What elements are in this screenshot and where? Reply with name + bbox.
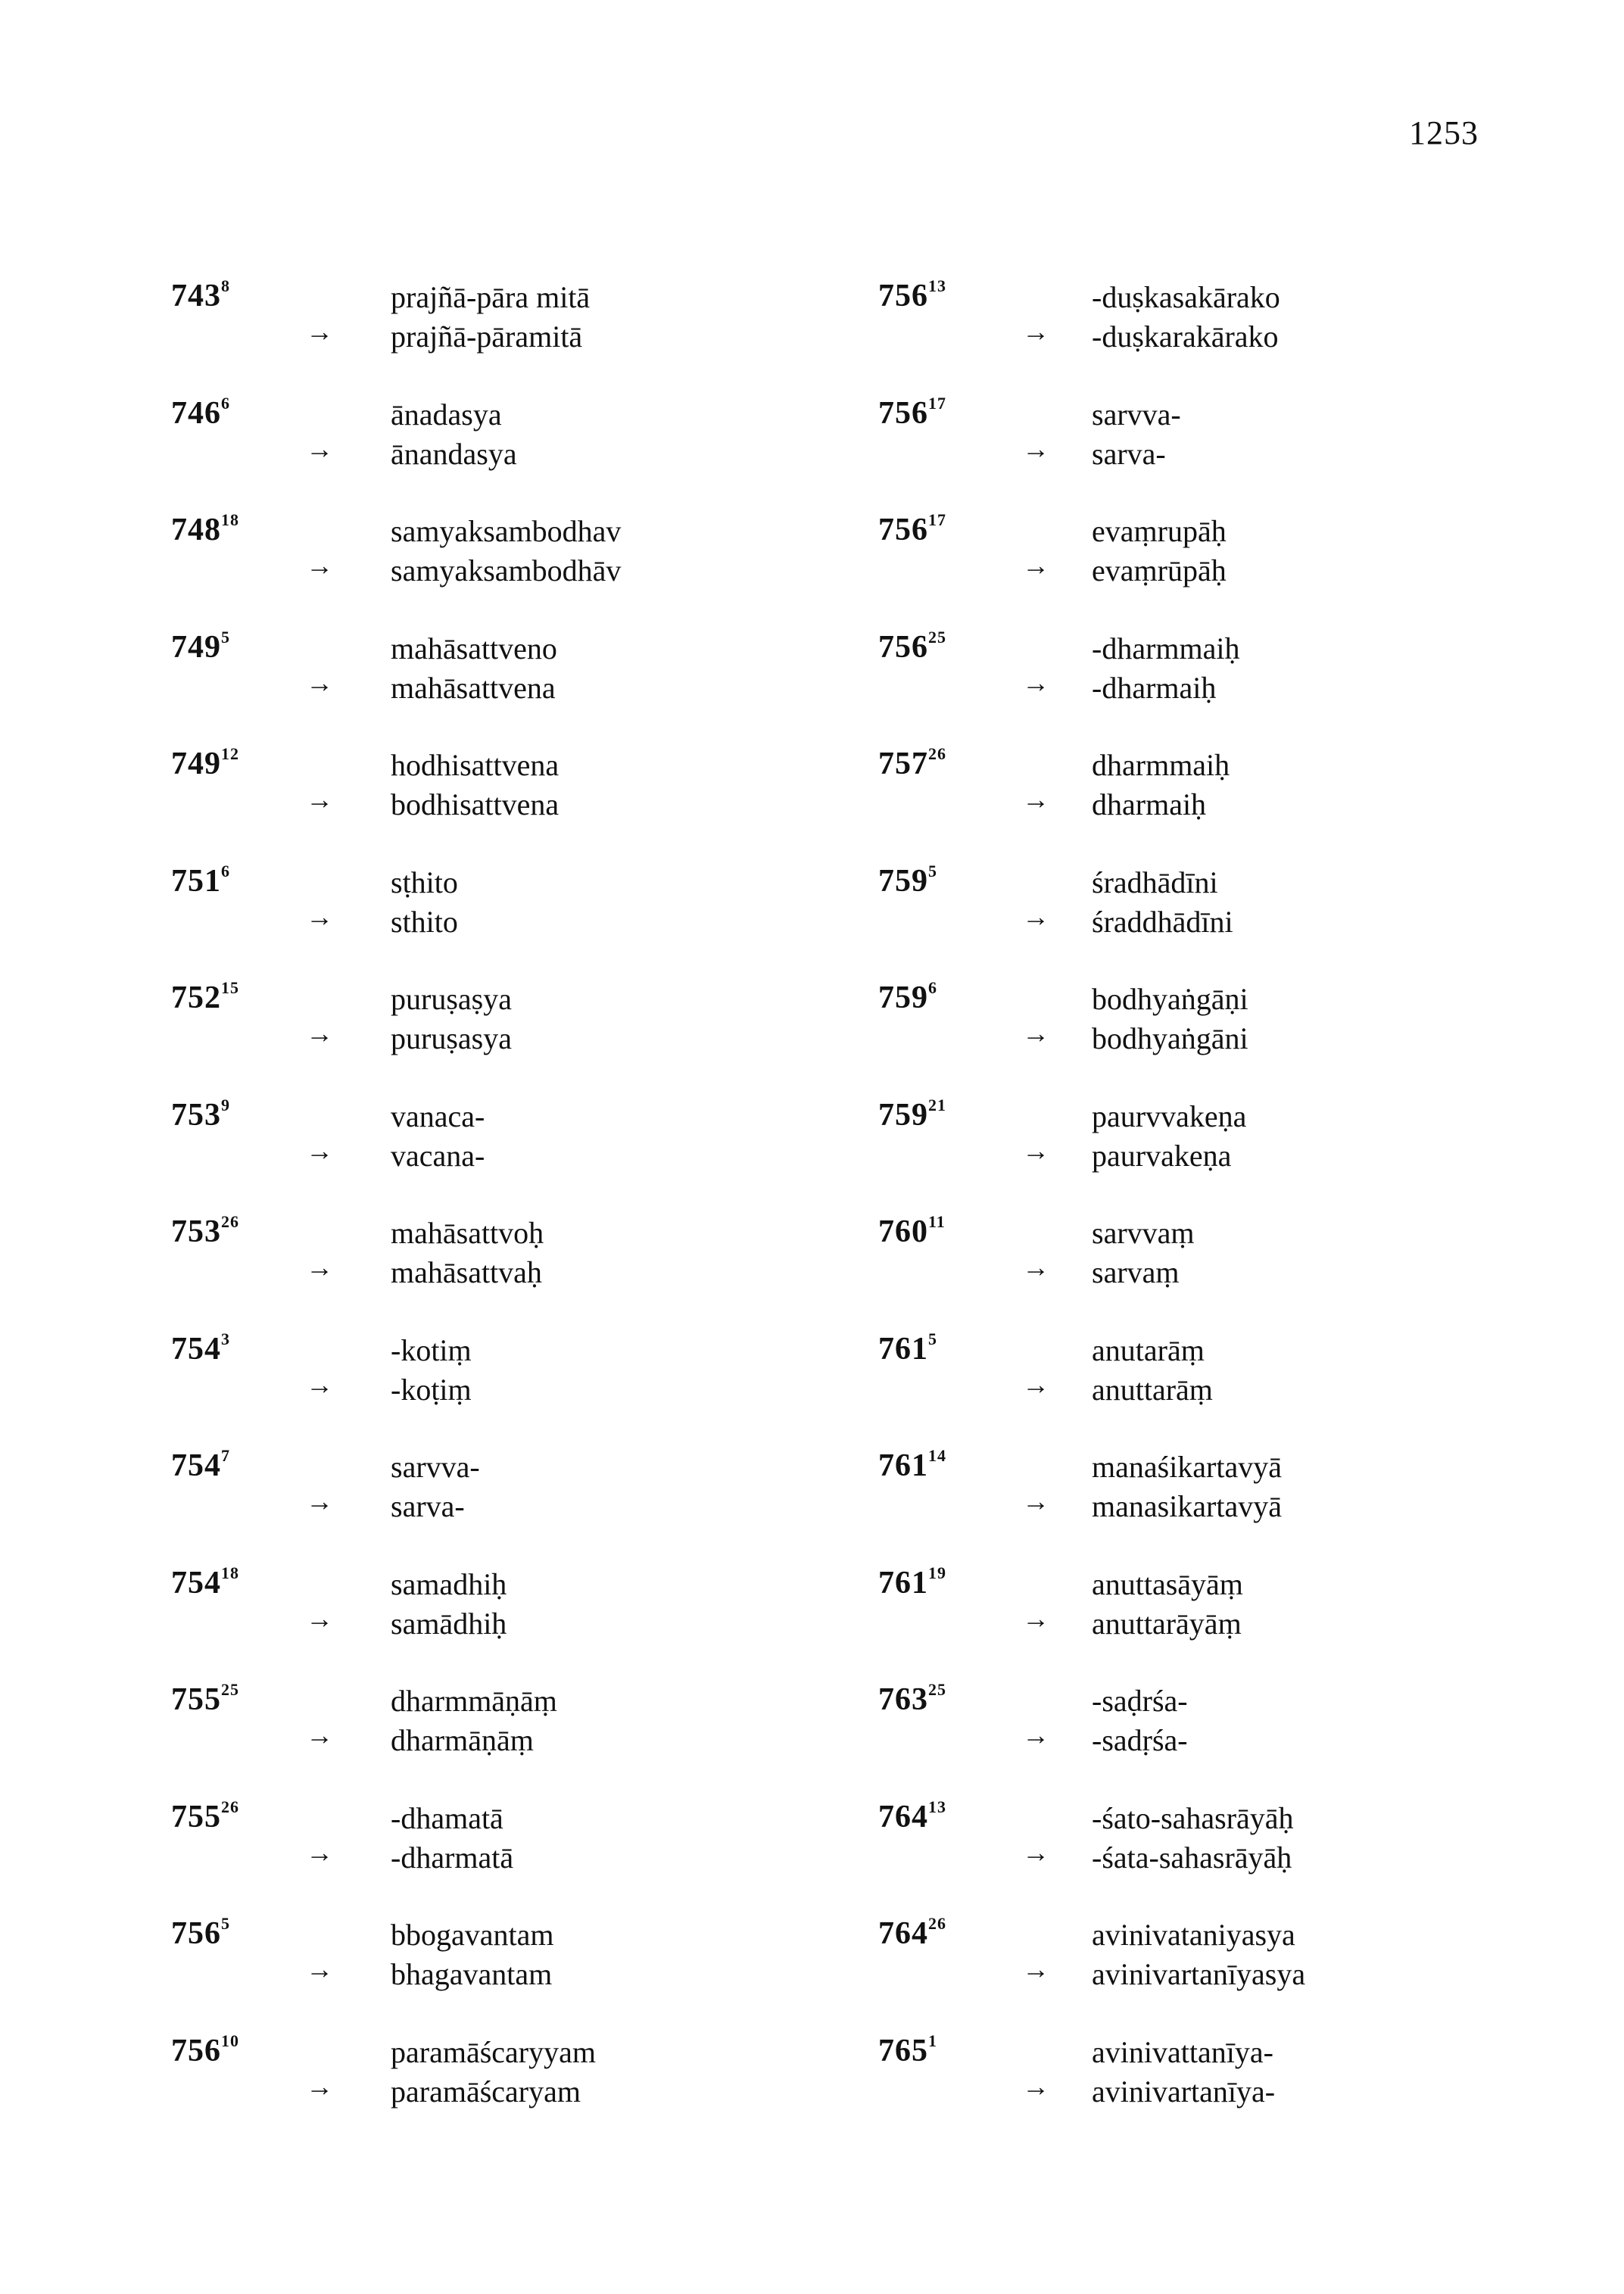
- erroneous-reading: evaṃrupāḥ: [1092, 514, 1227, 548]
- arrow-icon: →: [306, 1018, 333, 1049]
- arrow-icon: →: [306, 1720, 333, 1750]
- corrected-reading: samyaksambodhāv: [391, 553, 622, 588]
- corrected-reading: bodhisattvena: [391, 787, 560, 821]
- corrected-reading: paramāścaryam: [391, 2074, 581, 2109]
- arrow-icon: →: [1022, 1369, 1049, 1400]
- erroneous-reading: sarvvaṃ: [1092, 1216, 1195, 1250]
- page-line-reference: $746^6$: [171, 393, 230, 431]
- erroneous-reading: dharmmāṇāṃ: [391, 1684, 557, 1718]
- corrected-reading: ānandasya: [391, 436, 517, 471]
- page-line-reference: $761^5$: [878, 1329, 937, 1367]
- page-line-reference: $759^6$: [878, 978, 937, 1015]
- erroneous-reading: avinivataniyasya: [1092, 1918, 1295, 1952]
- erroneous-reading: -saḍrśa-: [1092, 1684, 1188, 1718]
- page-line-reference: $760^{11}$: [878, 1212, 946, 1249]
- page-line-reference: $749^5$: [171, 627, 230, 665]
- erroneous-reading: sarvva-: [391, 1450, 480, 1484]
- corrected-reading: bodhyaṅgāni: [1092, 1021, 1248, 1055]
- arrow-icon: →: [306, 901, 333, 932]
- arrow-icon: →: [306, 1486, 333, 1516]
- erroneous-reading: -kotiṃ: [391, 1332, 472, 1367]
- page-line-reference: $756^{17}$: [878, 510, 946, 547]
- page-line-reference: $755^{26}$: [171, 1797, 239, 1834]
- corrected-reading: -śata-sahasrāyāḥ: [1092, 1840, 1292, 1875]
- page-line-reference: $759^5$: [878, 861, 937, 899]
- arrow-icon: →: [306, 433, 333, 464]
- page-line-reference: $756^5$: [171, 1914, 230, 1951]
- corrected-reading: śraddhādīni: [1092, 904, 1233, 939]
- arrow-icon: →: [1022, 1252, 1049, 1283]
- corrected-reading: mahāsattvena: [391, 670, 556, 705]
- erroneous-reading: paurvvakeṇa: [1092, 1099, 1247, 1133]
- corrected-reading: -sadṛśa-: [1092, 1723, 1188, 1757]
- corrected-reading: anuttarāyāṃ: [1092, 1606, 1242, 1641]
- erroneous-reading: hodhisattvena: [391, 748, 560, 782]
- erroneous-reading: bodhyaṅgāṇi: [1092, 982, 1248, 1016]
- arrow-icon: →: [1022, 784, 1049, 815]
- corrected-reading: -dharmaiḥ: [1092, 670, 1217, 705]
- corrected-reading: -duṣkarakārako: [1092, 319, 1279, 354]
- erroneous-reading: -dharmmaiḥ: [1092, 631, 1240, 665]
- arrow-icon: →: [1022, 550, 1049, 581]
- page-line-reference: $759^{21}$: [878, 1095, 946, 1133]
- page-line-reference: $754^7$: [171, 1446, 230, 1483]
- erroneous-reading: vanaca-: [391, 1099, 485, 1133]
- corrected-reading: avinivartanīyasya: [1092, 1957, 1306, 1991]
- corrected-reading: dharmaiḥ: [1092, 787, 1207, 821]
- corrected-reading: sthito: [391, 904, 458, 939]
- erroneous-reading: dharmmaiḥ: [1092, 748, 1230, 782]
- erroneous-reading: ānadasya: [391, 397, 502, 432]
- page-line-reference: $755^{25}$: [171, 1680, 239, 1717]
- page-line-reference: $754^3$: [171, 1329, 230, 1367]
- corrected-reading: vacana-: [391, 1138, 485, 1173]
- corrected-reading: bhagavantam: [391, 1957, 553, 1991]
- corrected-reading: manasikartavyā: [1092, 1489, 1282, 1523]
- arrow-icon: →: [1022, 1018, 1049, 1049]
- arrow-icon: →: [306, 316, 333, 347]
- arrow-icon: →: [306, 1954, 333, 1984]
- arrow-icon: →: [306, 1135, 333, 1166]
- erroneous-reading: samadhiḥ: [391, 1566, 507, 1601]
- erroneous-reading: paramāścaryyam: [391, 2034, 596, 2069]
- arrow-icon: →: [1022, 1954, 1049, 1984]
- arrow-icon: →: [1022, 1486, 1049, 1516]
- page-line-reference: $751^6$: [171, 861, 230, 899]
- erroneous-reading: anutarāṃ: [1092, 1332, 1205, 1367]
- erroneous-reading: -śato-sahasrāyāḥ: [1092, 1800, 1294, 1835]
- arrow-icon: →: [306, 1603, 333, 1634]
- arrow-icon: →: [306, 1837, 333, 1868]
- erroneous-reading: mahāsattvoḥ: [391, 1216, 544, 1250]
- corrected-reading: sarva-: [1092, 436, 1166, 471]
- corrected-reading: samādhiḥ: [391, 1606, 507, 1641]
- erroneous-reading: bbogavantam: [391, 1918, 554, 1952]
- page-line-reference: $761^{14}$: [878, 1446, 946, 1483]
- page-line-reference: $753^9$: [171, 1095, 230, 1133]
- page-line-reference: $761^{19}$: [878, 1563, 946, 1601]
- corrected-reading: -dharmatā: [391, 1840, 514, 1875]
- erroneous-reading: sarvva-: [1092, 397, 1181, 432]
- page-line-reference: $765^1$: [878, 2031, 937, 2068]
- corrected-reading: prajñā-pāramitā: [391, 319, 583, 354]
- corrected-reading: dharmāṇāṃ: [391, 1723, 534, 1757]
- page-line-reference: $763^{25}$: [878, 1680, 946, 1717]
- page-line-reference: $756^{25}$: [878, 627, 946, 665]
- page-line-reference: $754^{18}$: [171, 1563, 239, 1601]
- erroneous-reading: sṭhito: [391, 865, 458, 899]
- arrow-icon: →: [1022, 1837, 1049, 1868]
- page-line-reference: $756^{13}$: [878, 276, 946, 313]
- corrected-reading: anuttarāṃ: [1092, 1372, 1213, 1407]
- corrected-reading: sarvaṃ: [1092, 1255, 1180, 1289]
- arrow-icon: →: [1022, 2071, 1049, 2102]
- arrow-icon: →: [306, 1252, 333, 1283]
- arrow-icon: →: [1022, 667, 1049, 698]
- arrow-icon: →: [1022, 901, 1049, 932]
- erroneous-reading: anuttasāyāṃ: [1092, 1566, 1243, 1601]
- arrow-icon: →: [306, 1369, 333, 1400]
- arrow-icon: →: [1022, 1135, 1049, 1166]
- arrow-icon: →: [306, 784, 333, 815]
- corrected-reading: -koṭiṃ: [391, 1372, 472, 1407]
- erroneous-reading: śradhādīni: [1092, 865, 1218, 899]
- page-line-reference: $764^{13}$: [878, 1797, 946, 1834]
- page-line-reference: $748^{18}$: [171, 510, 239, 547]
- arrow-icon: →: [1022, 1603, 1049, 1634]
- arrow-icon: →: [306, 2071, 333, 2102]
- page-line-reference: $756^{17}$: [878, 393, 946, 431]
- page-line-reference: $749^{12}$: [171, 744, 239, 781]
- page-line-reference: $752^{15}$: [171, 978, 239, 1015]
- erroneous-reading: avinivattanīya-: [1092, 2034, 1273, 2069]
- erroneous-reading: mahāsattveno: [391, 631, 557, 665]
- erroneous-reading: -dhamatā: [391, 1800, 503, 1835]
- page-line-reference: $764^{26}$: [878, 1914, 946, 1951]
- arrow-icon: →: [306, 550, 333, 581]
- erroneous-reading: puruṣaṣya: [391, 982, 512, 1016]
- arrow-icon: →: [306, 667, 333, 698]
- erroneous-reading: manaśikartavyā: [1092, 1450, 1282, 1484]
- page-number: 1253: [1409, 114, 1479, 151]
- erroneous-reading: prajñā-pāra mitā: [391, 280, 591, 314]
- arrow-icon: →: [1022, 316, 1049, 347]
- corrected-reading: puruṣasya: [391, 1021, 512, 1055]
- erroneous-reading: samyaksambodhav: [391, 514, 622, 548]
- page-line-reference: $756^{10}$: [171, 2031, 239, 2068]
- corrected-reading: paurvakeṇa: [1092, 1138, 1232, 1173]
- corrected-reading: mahāsattvaḥ: [391, 1255, 542, 1289]
- page-line-reference: $757^{26}$: [878, 744, 946, 781]
- page-line-reference: $753^{26}$: [171, 1212, 239, 1249]
- page-line-reference: $743^8$: [171, 276, 230, 313]
- arrow-icon: →: [1022, 1720, 1049, 1750]
- corrected-reading: avinivartanīya-: [1092, 2074, 1276, 2109]
- corrected-reading: sarva-: [391, 1489, 465, 1523]
- erroneous-reading: -duṣkasakārako: [1092, 280, 1280, 314]
- corrected-reading: evaṃrūpāḥ: [1092, 553, 1227, 588]
- arrow-icon: →: [1022, 433, 1049, 464]
